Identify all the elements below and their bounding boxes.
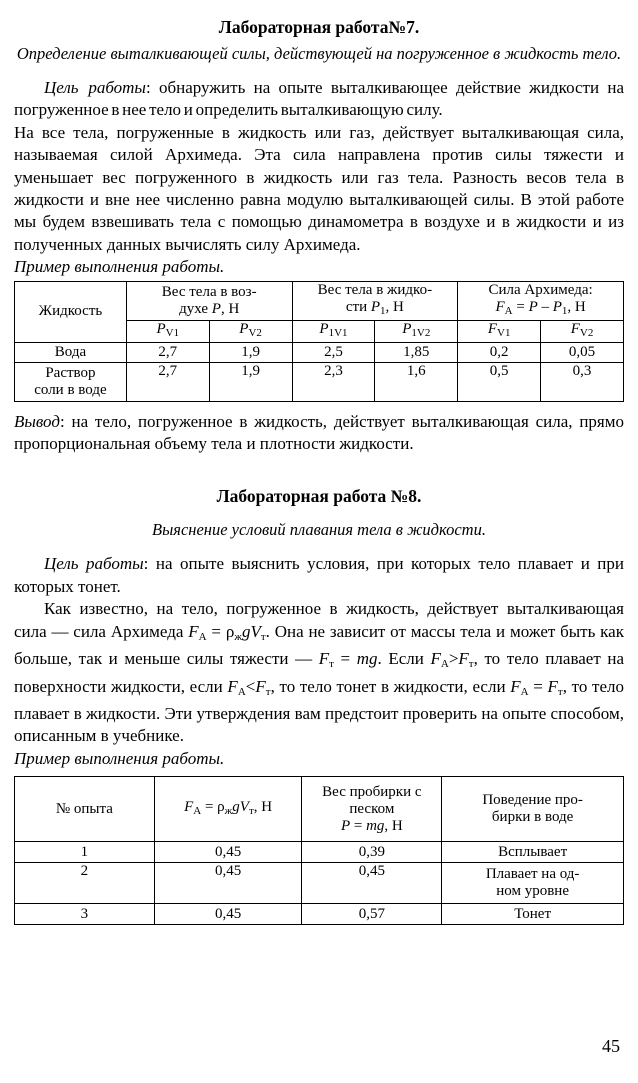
lab7-sub-cell: $P_{V2}$ — [209, 320, 292, 342]
table-cell: 3 — [15, 904, 155, 925]
table-cell: 1,9 — [209, 362, 292, 401]
lab7-table — [14, 281, 624, 402]
lab8-col-weight: Вес пробирки с песком P = mg, Н — [302, 777, 442, 842]
lab7-col-liquid: Жидкость — [15, 281, 127, 342]
lab7-row-liquid: Раствор соли в воде — [15, 362, 127, 401]
table-cell: Плавает на од- ном уровне — [442, 863, 624, 904]
table-cell: 1,6 — [375, 362, 458, 401]
lab7-title: Лабораторная работа№7. — [218, 17, 420, 37]
table-cell: 2 — [15, 863, 155, 904]
page-number: 45 — [602, 1036, 620, 1056]
table-row — [15, 842, 624, 863]
lab8-body: Как известно, на тело, погруженное в жидкость, действует выталкивающая сила — сила Архимеда $F_A = \rho_жgV_т$. Она не зависит от массы тела и может быть как больше, так и меньше силы тяжести — $F_т$ = mg. Если $F_A>F_т$, то тело плавает на поверхности жидкости, если $F_A<F_т$, то тело тонет в жидкости, если $F_A = F_т$, то тело плавает в жидкости. Эти утверждения вам предстоит проверить на опыте способом, описанным в учебнике. — [14, 599, 625, 746]
table-row — [15, 863, 624, 904]
page-content — [14, 16, 624, 925]
lab8-subtitle: Выяснение условий плавания тела в жидкости. — [152, 520, 486, 540]
table-cell: 2,7 — [126, 342, 209, 362]
lab7-sub-cell: $F_{V1}$ — [458, 320, 541, 342]
table-cell: 0,5 — [458, 362, 541, 401]
lab7-table-header — [15, 281, 624, 320]
table-cell: 2,5 — [292, 342, 375, 362]
table-row — [15, 362, 624, 401]
lab8-goal-text: : на опыте выяснить условия, при которых тело плавает и при которых тонет. — [14, 554, 624, 596]
table-cell: 0,39 — [302, 842, 442, 863]
table-cell: 0,45 — [154, 842, 302, 863]
lab8-table — [14, 776, 624, 925]
lab8-goal-label: Цель работы — [44, 554, 144, 574]
table-cell: 0,3 — [541, 362, 624, 401]
lab8-title: Лабораторная работа №8. — [216, 486, 422, 507]
table-cell: 0,45 — [154, 863, 302, 904]
lab7-goal — [14, 77, 624, 122]
table-cell: Тонет — [442, 904, 624, 925]
lab8-col-behavior: Поведение про- бирки в воде — [442, 777, 624, 842]
lab8-col-num: № опыта — [15, 777, 155, 842]
table-row — [15, 904, 624, 925]
lab7-body: На все тела, погруженные в жидкость или газ, действует выталкивающая сила, называемая силой Архимеда. Эта сила направлена против силы тяжести и уменьшает вес погруженного в жидкость или газ тела. Разность весов тела в жидкости и вне нее численно равна модулю выталкивающей силы. В этой работе мы будем взвешивать тела с помощью динамометра в воздухе и в жидкости и из полученных данных вычислять силу Архимеда. — [14, 122, 624, 254]
table-cell: 0,05 — [541, 342, 624, 362]
table-cell: 1,9 — [209, 342, 292, 362]
lab7-sub-cell: $P_{1V1}$ — [292, 320, 375, 342]
table-cell: 0,57 — [302, 904, 442, 925]
table-cell: 2,3 — [292, 362, 375, 401]
lab8-example-label: Пример выполнения работы. — [14, 748, 225, 768]
lab7-subtitle: Определение выталкивающей силы, действующей на погруженное в жидкость тело. — [16, 44, 622, 63]
lab7-goal-label: Цель работы — [44, 78, 146, 97]
lab7-col-archimedes: Сила Архимеда: $F_A = P - P_1$, Н — [458, 281, 624, 320]
table-cell: 1,85 — [375, 342, 458, 362]
lab7-row-liquid: Вода — [15, 342, 127, 362]
table-row — [15, 342, 624, 362]
lab8-goal — [14, 553, 624, 598]
lab8-col-fa: $F_A = \rho_жgV_т$, Н — [154, 777, 302, 842]
lab7-sub-cell: $P_{V1}$ — [126, 320, 209, 342]
table-cell: 0,2 — [458, 342, 541, 362]
lab7-col-in-liquid: Вес тела в жидко- сти $P_1$, Н — [292, 281, 458, 320]
table-cell: 2,7 — [126, 362, 209, 401]
table-cell: Всплывает — [442, 842, 624, 863]
table-cell: 0,45 — [154, 904, 302, 925]
lab7-example-label: Пример выполнения работы. — [14, 257, 225, 277]
lab7-conclusion-text: : на тело, погруженное в жидкость, действует выталкивающая сила, прямо пропорциональная объему тела и плотности жидкости. — [14, 411, 624, 454]
lab7-sub-cell: $P_{1V2}$ — [375, 320, 458, 342]
lab7-conclusion — [14, 411, 624, 456]
lab7-sub-cell: $F_{V2}$ — [541, 320, 624, 342]
lab7-goal-text: : обнаружить на опыте выталкивающее действие жидкости на погруженное в нее тело и определить выталкивающую силу. — [14, 78, 624, 120]
table-cell: 1 — [15, 842, 155, 863]
lab8-table-header — [15, 777, 624, 842]
table-cell: 0,45 — [302, 863, 442, 904]
lab7-col-air: Вес тела в воз- духе P, Н — [126, 281, 292, 320]
lab7-conclusion-label: Вывод — [14, 411, 60, 431]
